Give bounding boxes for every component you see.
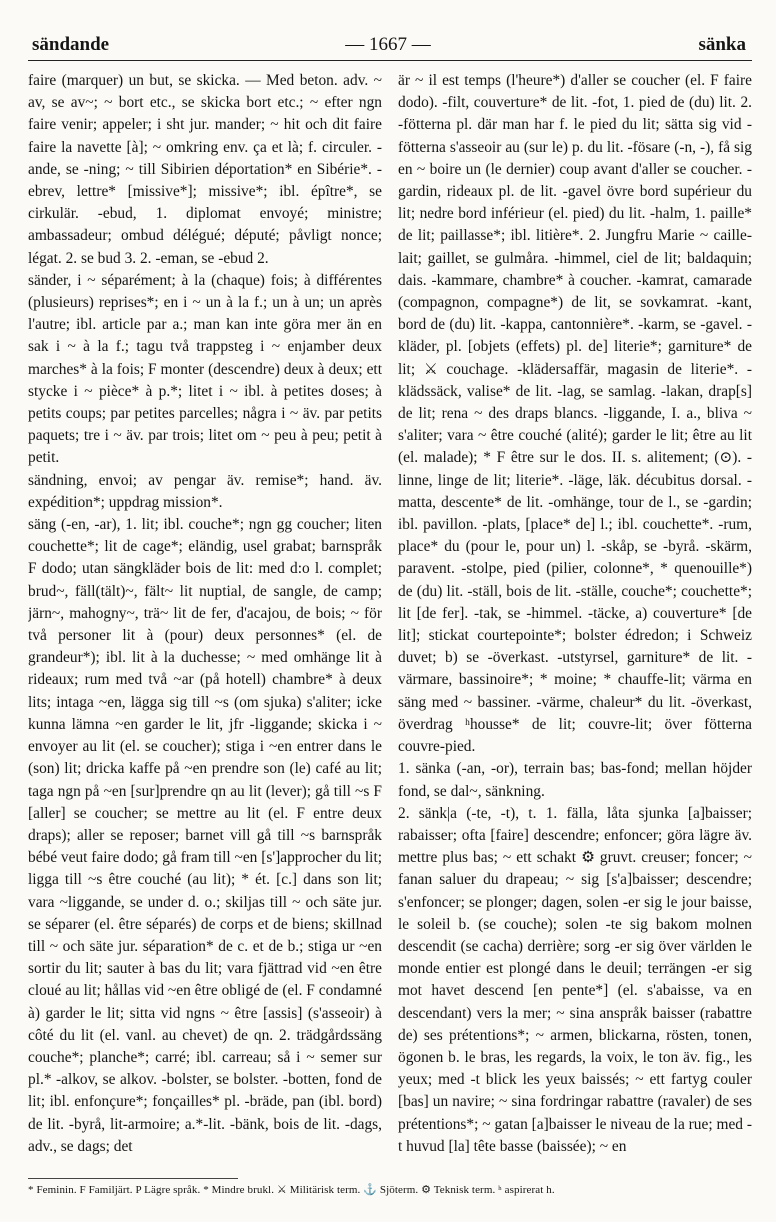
entry-sandning: sändning, envoi; av pengar äv. remise*; hand. äv. expédition*; uppdrag mission*. [28,471,382,511]
entry-sang-cont: är ~ il est temps (l'heure*) d'aller se coucher (el. F faire dodo). -filt, couverture* de lit. -fot, 1. pied de (du) lit. 2. -fötterna pl. där man har f. le pied du lit; sätta sig vid -fötterna s'asseoir au (sur le) p. du lit. -fösare (-n, -), få sig en ~ boire un (le dernier) coup avant d'aller se coucher. -gardin, rideaux pl. de lit. -gavel övre bord supérieur du lit; nedre bord inférieur (el. pied) du lit. -halm, 1. paille* de lit; paillasse*; ibl. litière*. 2. Jungfru Marie ~ caille-lait; gaillet, se gulmåra. -himmel, ciel de lit; baldaquin; dais. -kammare, chambre* à coucher. -kamrat, camarade (compagnon, compagne*) de lit, se sovkamrat. -kant, bord de (du) lit. -kappa, cantonnière*. -karm, se -gavel. -kläder, pl. [objets (effets) pl. de] literie*; garniture* de lit; ⚔ couchage. -klädersaffär, magasin de literie*. -klädssäck, valise* de lit. -lag, se samlag. -lakan, drap[s] de lit; rena ~ des draps blancs. -liggande, I. a., bliva ~ s'aliter; vara ~ être couché (alité); garder le lit; être au lit (el. malade); * F être sur le dos. II. s. alitement; (⊙). -linne, linge de lit; literie*. -läge, läk. décubitus dorsal. -matta, descente* de lit. -omhänge, tour de l., se -gardin; ibl. pavillon. -plats, [place* de] l.; ibl. couchette*. -rum, place* du (pour le, pour un) l. -skåp, se -byrå. -skärm, paravent. -stolpe, pied (pilier, colonne*, * quenouille*) de (du) lit. -ställ, bois de lit. -ställe, couche*; couchette*; lit [de fer]. -tak, se -himmel. -täcke, a) couverture* [de lit]; stickat courtepointe*; bolster édredon; i Schweiz duvet; b) se -överkast. -utstyrsel, garniture* de lit. -värmare, bassinoire*; * moine; * chauffe-lit; värma en säng med ~ bassiner. -värme, chaleur* du lit. -överkast, överdrag ʰhousse* de lit; couvre-lit; över fötterna couvre-pied. [398,72,752,756]
header-first-word: sändande [32,34,110,55]
page-number: — 1667 — [345,34,431,55]
entry-sandande-cont: faire (marquer) un but, se skicka. — Med beton. adv. ~ av, se av~; ~ bort etc., se skicka bort etc.; ~ efter ngn faire venir; appeler; i sht jur. mander; ~ hit och dit faire faire la navette [à]; ~ omkring env. ça et là; f. circuler. -ande, se -ning; ~ till Sibirien déportation* en Sibérie*. -ebrev, lettre* [missive*]; missive*; ibl. épître*, se cirkulär. -ebud, 1. diplomat envoyé; ministre; ambassadeur; ombud délégué; député; påvligt nonce; légat. 2. se bud 3. 2. -eman, se -ebud 2. [28,72,382,267]
left-column [28,70,382,1170]
abbreviation-legend: * Feminin. F Familjärt. P Lägre språk. * Mindre brukl. ⚔ Militärisk term. ⚓ Sjöterm. ⚙ Teknisk term. ʰ aspirerat h. [28,1184,555,1196]
entry-sander: sänder, i ~ séparément; à la (chaque) fois; à différentes (plusieurs) reprises*; en i ~ un à la f.; un à un; un après l'autre; ibl. article par a.; man kan inte göra mer än en sak i ~ à la f.; tagu två trappsteg i ~ enjamber deux marches* à la fois; F monter (descendre) deux à deux; ett stycke i ~ pièce* à p.*; litet i ~ ibl. à petites doses; à petits coups; par petites parcelles; några i ~ äv. par petits paquets; tre i ~ äv. par trois; litet om ~ peu à peu; petit à petit. [28,271,382,467]
right-column [398,70,752,1170]
entry-sanka-verb: 2. sänk|a (-te, -t), t. 1. fälla, låta sjunka [a]baisser; rabaisser; ofta [faire] descendre; enfoncer; göra lägre äv. mettre plus bas; ~ ett schakt ⚙ gruvt. creuser; foncer; ~ fanan saluer du drapeau; ~ sig [s'a]baisser; descendre; s'enfoncer; se plonger; dagen, solen -er sig le jour baisse, le soleil b. (se couche); solen -te sig bakom molnen descendit (se cacha) derrière; sorg -er sig över världen le monde entier est plongé dans le deuil; terrängen -er sig mot havet descend [en pente*] (el. s'abaisse, va en descendant) vers la mer; ~ sina anspråk baisser (rabattre de) ses prétentions*; ~ armen, blickarna, rösten, tonen, ögonen b. le bras, les regards, la voix, le ton äv. fig., les yeux; med -t blick les yeux baissés; ~ ett fartyg couler [bas] un navire; ~ sina fordringar rabattre (ravaler) de ses prétentions*; ~ gatan [a]baisser le niveau de la rue; med -t huvud [la] tête basse (baissée); ~ en [398,804,752,1155]
entry-sang: säng (-en, -ar), 1. lit; ibl. couche*; ngn gg coucher; liten couchette*; lit de cage*; eländig, usel grabat; barnspråk F dodo; utan sängkläder bois de lit: med d:o l. complet; brud~, fäll(tält)~, fält~ lit nuptial, de sangle, de camp; järn~, mahogny~, trä~ lit de fer, d'acajou, de bois; ~ för två personer lit à (pour) deux personnes* (el. de grandeur*); ibl. lit à la duchesse; ~ med omhänge lit à rideaux; rum med två ~ar (på hotell) chambre* à deux lits; intaga ~en, lägga sig till ~s (om sjuka) s'aliter; icke kunna lämna ~en garder le lit, jfr -liggande; skicka i ~ envoyer au lit (el. se coucher); stiga i ~en entrer dans le (son) lit; dricka kaffe på ~en prendre son (le) café au lit; taga ngn på ~en [sur]prendre qn au lit (lever); gå till ~s F [aller] se coucher; se mettre au lit (el. F entre deux draps); aller se reposer; barnet vill gå till ~s barnspråk bébé veut faire dodo; gå fram till ~en [s']approcher du lit; ligga till ~s être couché (au lit); * ét. [c.] dans son lit; vara ~liggande, se under d. o.; skiljas till ~ och säte jur. se séparer (el. être séparés) de corps et de biens; skillnad till ~ och säte jur. séparation* de c. et de b.; stiga ur ~en sortir du lit; sauter à bas du lit; vara fjättrad vid ~en être cloué au lit; hållas vid ~en être obligé de (el. F condamné à) garder le lit; sitta vid ngns ~ être [assis] (s'asseoir) à côté du lit (el. vanl. au chevet) de qn. 2. trädgårdssäng couche*; planche*; carré; ibl. carreau; så i ~ semer sur pl.* -alkov, se alkov. -bolster, se bolster. -botten, fond de lit; ibl. enfonçure*; fonçailles* pl. -bräde, pan (ibl. bord) de lit. -byrå, lit-armoire; a.*-lit. -bänk, bois de lit. -dags, adv., se dags; det [28,516,382,1155]
header-rule [28,60,752,61]
footnote-rule [28,1178,238,1179]
text-columns [28,70,752,1170]
entry-sanka-noun: 1. sänka (-an, -or), terrain bas; bas-fond; mellan höjder fond, se dal~, sänkning. [398,760,752,800]
header-last-word: sänka [698,34,746,55]
